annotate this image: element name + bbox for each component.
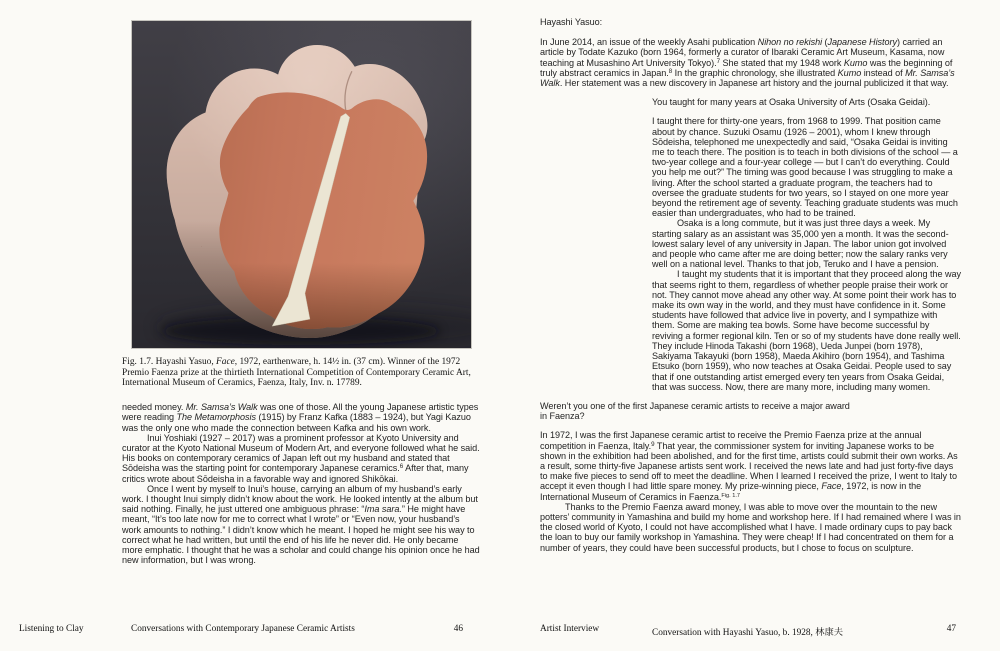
- answer-paragraph: Thanks to the Premio Faenza award money, I was able to move over the mountain to the new potters’ community in Yamashina and build my home and workshop here. If I had remained where I was in the closed world of Kyoto, I could not have accomplished what I have. I made ordinary cups to pay back the loan to buy our family workshop in Yamashina. They were cheap! If I had concentrated on them for a number of years, they could have been successful products, but I chose to focus on sculpture.: [540, 501, 961, 553]
- sculpture-artwork: [132, 21, 471, 348]
- interview-question: You taught for many years at Osaka University of Arts (Osaka Geidai).: [652, 97, 931, 108]
- interview-question: Weren’t you one of the first Japanese ceramic artists to receive a major award in Faenza?: [540, 400, 850, 422]
- sculpture-photo: [131, 20, 472, 349]
- paragraph: needed money. Mr. Samsa’s Walk was one of those. All the young Japanese artistic types were reading The Metamorphosis (1915) by Franz Kafka (1883 – 1924), but Yagi Kazuo was the only one who made the connection between Kafka and his own work.: [122, 402, 479, 433]
- right-page: [540, 17, 961, 553]
- page-number-left: 46: [453, 624, 463, 634]
- intro-paragraph: In June 2014, an issue of the weekly Asahi publication Nihon no rekishi (Japanese History) carried an article by Todate Kazuko (born 1964, formerly a curator of Ibaraki Ceramic Art Museum, Kasama, now teaching at Musashino Art University Tokyo).$^7$ She stated that my 1948 work Kumo was the beginning of truly abstract ceramics in Japan.$^8$ In the graphic chronology, she illustrated Kumo instead of Mr. Samsa’s Walk. Her statement was a new discovery in Japanese art history and the journal publicized it that way.: [540, 37, 955, 89]
- page-number-right: 47: [946, 624, 956, 634]
- qa-block-1: [652, 97, 961, 392]
- speaker-label: Hayashi Yasuo:: [540, 17, 603, 27]
- footer-chapter-title: Conversation with Hayashi Yasuo, b. 1928, 林康夫: [652, 628, 844, 638]
- paragraph: Once I went by myself to Inui’s house, carrying an album of my husband’s early work. I thought Inui simply didn’t know about the work. He looked intently at the album but said nothing. Finally, he just uttered one ambiguous phrase: “Ima sara.” He might have meant, “It’s too late now for me to correct what I wrote” or “Even now, your husband’s work amounts to nothing.” I didn’t know which he meant. I hoped he might see his way to correct what he had written, but until the end of his life he never did. He only became more emphatic. I thought that he was a scholar and could change his opinion once he had new information, but I was wrong.: [122, 483, 480, 566]
- figure-caption: Fig. 1.7. Hayashi Yasuo, Face, 1972, earthenware, h. 14½ in. (37 cm). Winner of the 1972 Premio Faenza prize at the thirtieth International Competition of Contemporary Ceramic Art, International Museum of Ceramics, Faenza, Italy, Inv. n. 17789.: [122, 357, 471, 389]
- left-body-text: [122, 402, 480, 565]
- answer-paragraph: I taught there for thirty-one years, from 1968 to 1999. That position came about by chance. Suzuki Osamu (1926 – 2001), whom I knew through Sōdeisha, telephoned me unexpectedly and said, “Osaka Geidai is inviting me to teach there. The position is to teach in both divisions of the school — a two-year college and a four-year college — but I can’t do everything. Could you help me out?” The timing was good because I was struggling to make a living. After the school started a graduate program, the teachers had to oversee the graduate students for two years, so I stayed on one more year beyond the retirement age of seventy. Teaching graduate students was much easier than undergraduates, who had to be trained.: [652, 116, 958, 219]
- left-page: [122, 20, 482, 565]
- answer-paragraph: In 1972, I was the first Japanese ceramic artist to receive the Premio Faenza prize at the annual competition in Faenza, Italy.$^9$ That year, the commissioner system for inviting Japanese works to be shown in the exhibition had been abolished, and for the first time, artists could submit their own works. As a result, some thirty-five Japanese artists sent work. I received the news late and had just forty-five days to make five pieces to send off to meet the deadline. When I learned I received the prize, I went to Italy to accept it even though I had little spare money. My prize-winning piece, Face, 1972, is now in the International Museum of Ceramics in Faenza.$^{Fig. 1.7}$: [540, 430, 958, 502]
- answer-paragraph: Osaka is a long commute, but it was just three days a week. My starting salary as an assistant was 35,000 yen a month. It was the second-lowest salary level of any university in Japan. The labor union got involved and people who came after me are doing better; now the salary ranks very well on a national level. Thanks to that job, Teruko and I have a pension.: [652, 218, 949, 270]
- paragraph: Inui Yoshiaki (1927 – 2017) was a prominent professor at Kyoto University and curator at the Kyoto National Museum of Modern Art, and everyone followed what he said. His books on contemporary ceramics of Japan left out my husband and stated that Sōdeisha was the starting point for contemporary Japanese ceramics.$^6$ After that, many critics wrote about Sōdeisha in a favorable way and ignored Shikōkai.: [122, 432, 480, 484]
- figure-plate: [122, 20, 482, 389]
- footer-book-title: Listening to Clay: [19, 624, 84, 634]
- footer-section-left: Conversations with Contemporary Japanese Ceramic Artists: [131, 624, 355, 634]
- answer-paragraph: I taught my students that it is important that they proceed along the way that seems right to them, regardless of whether people praise their work or not. They cannot move ahead any other way. At some point their work has to make its own way in the world, and they must have confidence in it. Some students have followed that advice live in poverty, and I sympathize with them. Some are making tea bowls. Some have become successful by reviving a former regional kiln. Ten or so of my students have done really well. They include Hinoda Takashi (born 1968), Ueda Junpei (born 1978), Sakiyama Takayuki (born 1958), Maeda Akihiro (born 1954), and Tashima Etsuko (born 1959), who now teaches at Osaka Geidai. People used to say that if one outstanding artist emerged every ten years from Osaka Geidai, that was success. Now, there are many more, including many women.: [652, 269, 961, 392]
- footer-section-right: Artist Interview: [540, 624, 600, 634]
